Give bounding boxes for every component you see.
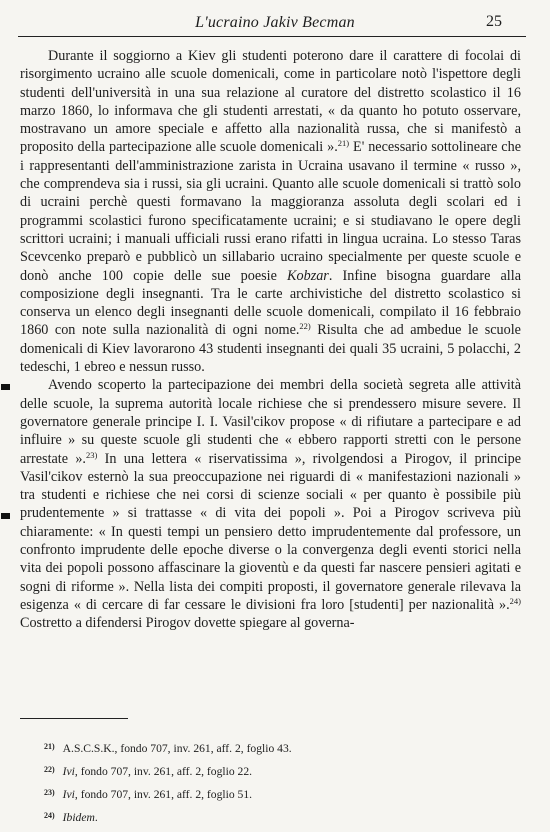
text-run: Durante il soggiorno a Kiev gli studenti poterono dare il carattere di focolai di risorgimento ucraino alle scuole domenicali, come in particolare notò l'ispettore degli studenti dell'università in una sua relazione al curatore del distretto scolastico il 16 marzo 1860, lo informava che gli studenti arrestati, « da quanto ho potuto osservare, mostravano un amore speciale e affetto alla nazionalità russa, che si manifestò a proposito della partecipazione alle scuole domenicali ». (20, 48, 521, 156)
footnote-number: 23) (44, 788, 55, 797)
text-run: . (94, 811, 98, 824)
footnote-text (63, 765, 252, 778)
page-header (20, 10, 530, 34)
footnote-number: 21) (44, 742, 55, 751)
text-run: A.S.C.S.K., fondo 707, inv. 261, aff. 2, foglio 43. (62, 742, 292, 755)
text-run: Risulta che ad ambedue le scuole domenicali di Kiev lavorarono 43 studenti insegnanti dei quali 35 ucraini, 5 polacchi, 2 tedeschi, 1 ebreo e nessun russo. (20, 322, 521, 376)
running-title: L'ucraino Jakiv Becman (195, 14, 355, 31)
footnote-number: 22) (44, 765, 55, 774)
footnote (44, 736, 514, 759)
footnote-number: 24) (44, 811, 55, 820)
text-run: . Infine bisogna guardare alla composizione degli insegnanti. Tra le carte archivistiche del distretto scolastico si conserva un elenco degli insegnanti delle scuole domenicali, compilato il 16 febbraio 1860 con note sulla nazionalità di ogni nome. (20, 267, 521, 339)
margin-marker (1, 513, 10, 519)
footnote-ref: 21) (337, 138, 350, 149)
margin-marker (1, 384, 10, 390)
footnote-text (63, 811, 98, 824)
italic-text: Ibidem (62, 811, 95, 824)
text-run: In una lettera « riservatissima », rivolgendosi a Pirogov, il principe Vasil'cikov esternò la sua preoccupazione nei riguardi di « manifestazioni nazionali » tra studenti e richiese che nei corsi di scienze sociali « per quanto è possibile più prudentemente » si trattasse « di vita dei popoli ». Poi a Pirogov scriveva più chiaramente: « In questi tempi un pensiero detto imprudentemente dal professore, un confronto imprudente delle epoche diverse o la convergenza degli eventi storici nella vita dei popoli possono affascinare la gioventù e da questi far nascere pensieri agitati e sogni di riforme ». Nella lista dei compiti proposti, il governatore generale rilevava la esigenza « di cercare di far cessare le divisioni fra loro [studenti] per nazionalità ». (20, 450, 521, 613)
text-run: , fondo 707, inv. 261, aff. 2, foglio 51. (74, 788, 253, 801)
footnote-ref: 23) (85, 449, 98, 460)
footnote (44, 805, 514, 828)
footnote-text (63, 788, 252, 801)
footnote (44, 782, 514, 805)
italic-text: Kobzar (287, 267, 329, 284)
footnote (44, 759, 514, 782)
footnote-ref: 22) (299, 321, 311, 332)
footnote-text (63, 742, 292, 755)
paragraph (20, 376, 521, 632)
header-rule (18, 36, 526, 37)
italic-text: Ivi (62, 765, 75, 778)
footnote-rule (20, 718, 128, 719)
italic-text: Ivi (62, 788, 75, 801)
text-run: E' necessario sottolineare che i rappresentanti dell'amministrazione zarista in Ucraina usavano il termine « russo », che comprendeva sia i russi, sia gli ucraini. Quanto alle scuole domenicali si trattò solo di ucraini perchè questi formavano la maggioranza assoluta degli scolari ed i programmi scolastici furono specificatamente ucraini; e si studiavano le opere degli scrittori ucraini; i manuali ufficiali russi erano rifatti in lingua ucraina. Lo stesso Taras Scevcenko preparò e pubblicò un sillabario ucraino specialmente per queste scuole e donò anche 100 copie delle sue poesie (20, 139, 521, 284)
text-run: , fondo 707, inv. 261, aff. 2, foglio 22. (74, 765, 253, 778)
footnotes (44, 736, 514, 828)
body-text (20, 47, 521, 633)
page-number: 25 (486, 13, 502, 30)
text-run: Avendo scoperto la partecipazione dei membri della società segreta alle attività delle scuole, la suprema autorità locale richiese che si prendessero misure severe. Il governatore generale principe I. I. Vasil'cikov propose « di rifiutare a partecipare e ad influire » su queste scuole gli studenti che « ebbero rapporti stretti con le persone arrestate ». (20, 377, 521, 467)
paragraph (20, 47, 521, 376)
footnote-ref: 24) (509, 595, 521, 606)
text-run: Costretto a difendersi Pirogov dovette spiegare al governa- (20, 615, 355, 632)
